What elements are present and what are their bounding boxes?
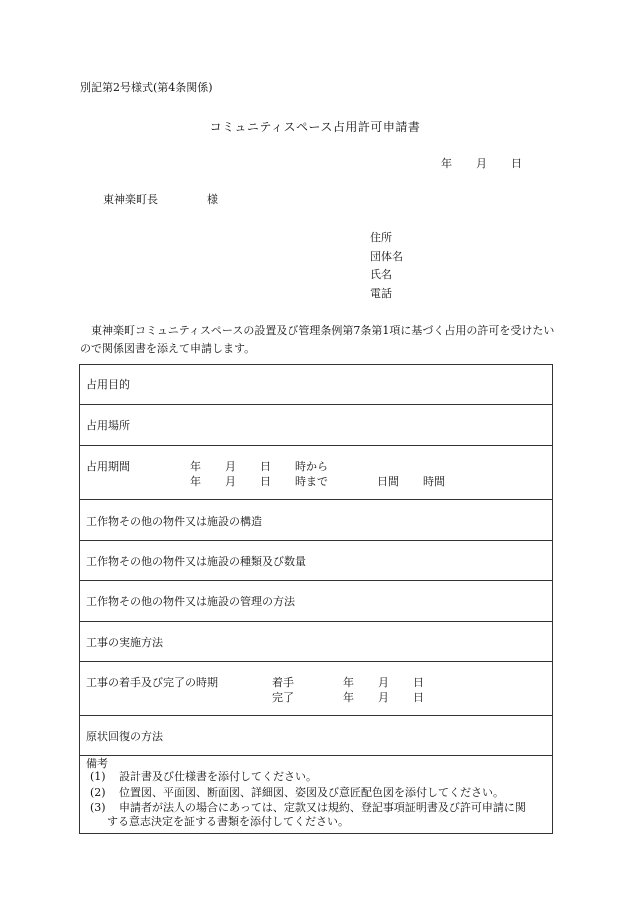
- applicant-name-label: 氏名: [370, 268, 392, 281]
- period-from-day: 日: [260, 460, 271, 473]
- row-purpose[interactable]: [80, 365, 552, 405]
- management-label: 工作物その他の物件又は施設の管理の方法: [86, 595, 295, 608]
- schedule-start-label: 着手: [272, 676, 294, 689]
- schedule-finish-label: 完了: [272, 691, 294, 704]
- period-label: 占用期間: [86, 460, 130, 473]
- period-from-year: 年: [190, 460, 201, 473]
- period-from-month: 月: [225, 460, 236, 473]
- period-to-year: 年: [190, 475, 201, 488]
- schedule-start-month: 月: [378, 676, 389, 689]
- place-label: 占用場所: [86, 419, 130, 432]
- note-number: (3): [90, 801, 106, 814]
- row-restoration[interactable]: [80, 716, 552, 756]
- applicant-address-label: 住所: [370, 231, 392, 244]
- notes-title: 備考: [86, 757, 108, 770]
- application-form-table: [79, 364, 553, 834]
- structure-label: 工作物その他の物件又は施設の構造: [86, 515, 262, 528]
- types-label: 工作物その他の物件又は施設の種類及び数量: [86, 555, 306, 568]
- period-hours: 時間: [423, 475, 445, 488]
- note-number: (1): [90, 770, 106, 783]
- row-structure[interactable]: [80, 500, 552, 541]
- row-management[interactable]: [80, 581, 552, 622]
- note-text: 位置図、平面図、断面図、詳細図、姿図及び意匠配色図を添付してください。: [119, 786, 504, 799]
- schedule-finish-month: 月: [378, 691, 389, 704]
- note-text: 申請者が法人の場合にあっては、定款又は規約、登記事項証明書及び許可申請に関: [119, 801, 526, 814]
- row-period[interactable]: [80, 446, 552, 500]
- applicant-phone-label: 電話: [370, 287, 392, 300]
- period-to-month: 月: [225, 475, 236, 488]
- row-schedule[interactable]: [80, 662, 552, 716]
- row-types[interactable]: [80, 541, 552, 581]
- note-item: [90, 770, 550, 784]
- period-to-day: 日: [260, 475, 271, 488]
- method-label: 工事の実施方法: [86, 636, 163, 649]
- note-item: [90, 801, 550, 829]
- schedule-finish-day: 日: [413, 691, 424, 704]
- notes-section: [80, 756, 552, 834]
- period-days: 日間: [377, 475, 399, 488]
- note-item: [90, 786, 550, 800]
- note-text: 設計書及び仕様書を添付してください。: [119, 770, 317, 783]
- application-statement: 東神楽町コミュニティスペースの設置及び管理条例第7条第1項に基づく占用の許可を受けたいので関係図書を添えて申請します。: [80, 324, 555, 355]
- honorific: 様: [207, 193, 218, 206]
- schedule-finish-year: 年: [343, 691, 354, 704]
- restoration-label: 原状回復の方法: [86, 730, 163, 743]
- date-month-label: 月: [476, 157, 487, 170]
- date-year-label: 年: [441, 157, 452, 170]
- row-method[interactable]: [80, 622, 552, 662]
- schedule-start-day: 日: [413, 676, 424, 689]
- period-to-hour: 時まで: [295, 475, 328, 488]
- row-place[interactable]: [80, 405, 552, 446]
- date-day-label: 日: [511, 157, 522, 170]
- schedule-label: 工事の着手及び完了の時期: [86, 676, 218, 689]
- form-label: 別記第2号様式(第4条関係): [80, 81, 213, 94]
- schedule-start-year: 年: [343, 676, 354, 689]
- document-title: コミュニティスペース占用許可申請書: [209, 120, 421, 134]
- note-number: (2): [90, 786, 106, 799]
- period-from-hour: 時から: [295, 460, 328, 473]
- purpose-label: 占用目的: [86, 378, 130, 391]
- addressee: 東神楽町長: [103, 193, 158, 206]
- note-text-continued: する意志決定を証する書類を添付してください。: [107, 815, 349, 828]
- applicant-group-label: 団体名: [370, 250, 403, 263]
